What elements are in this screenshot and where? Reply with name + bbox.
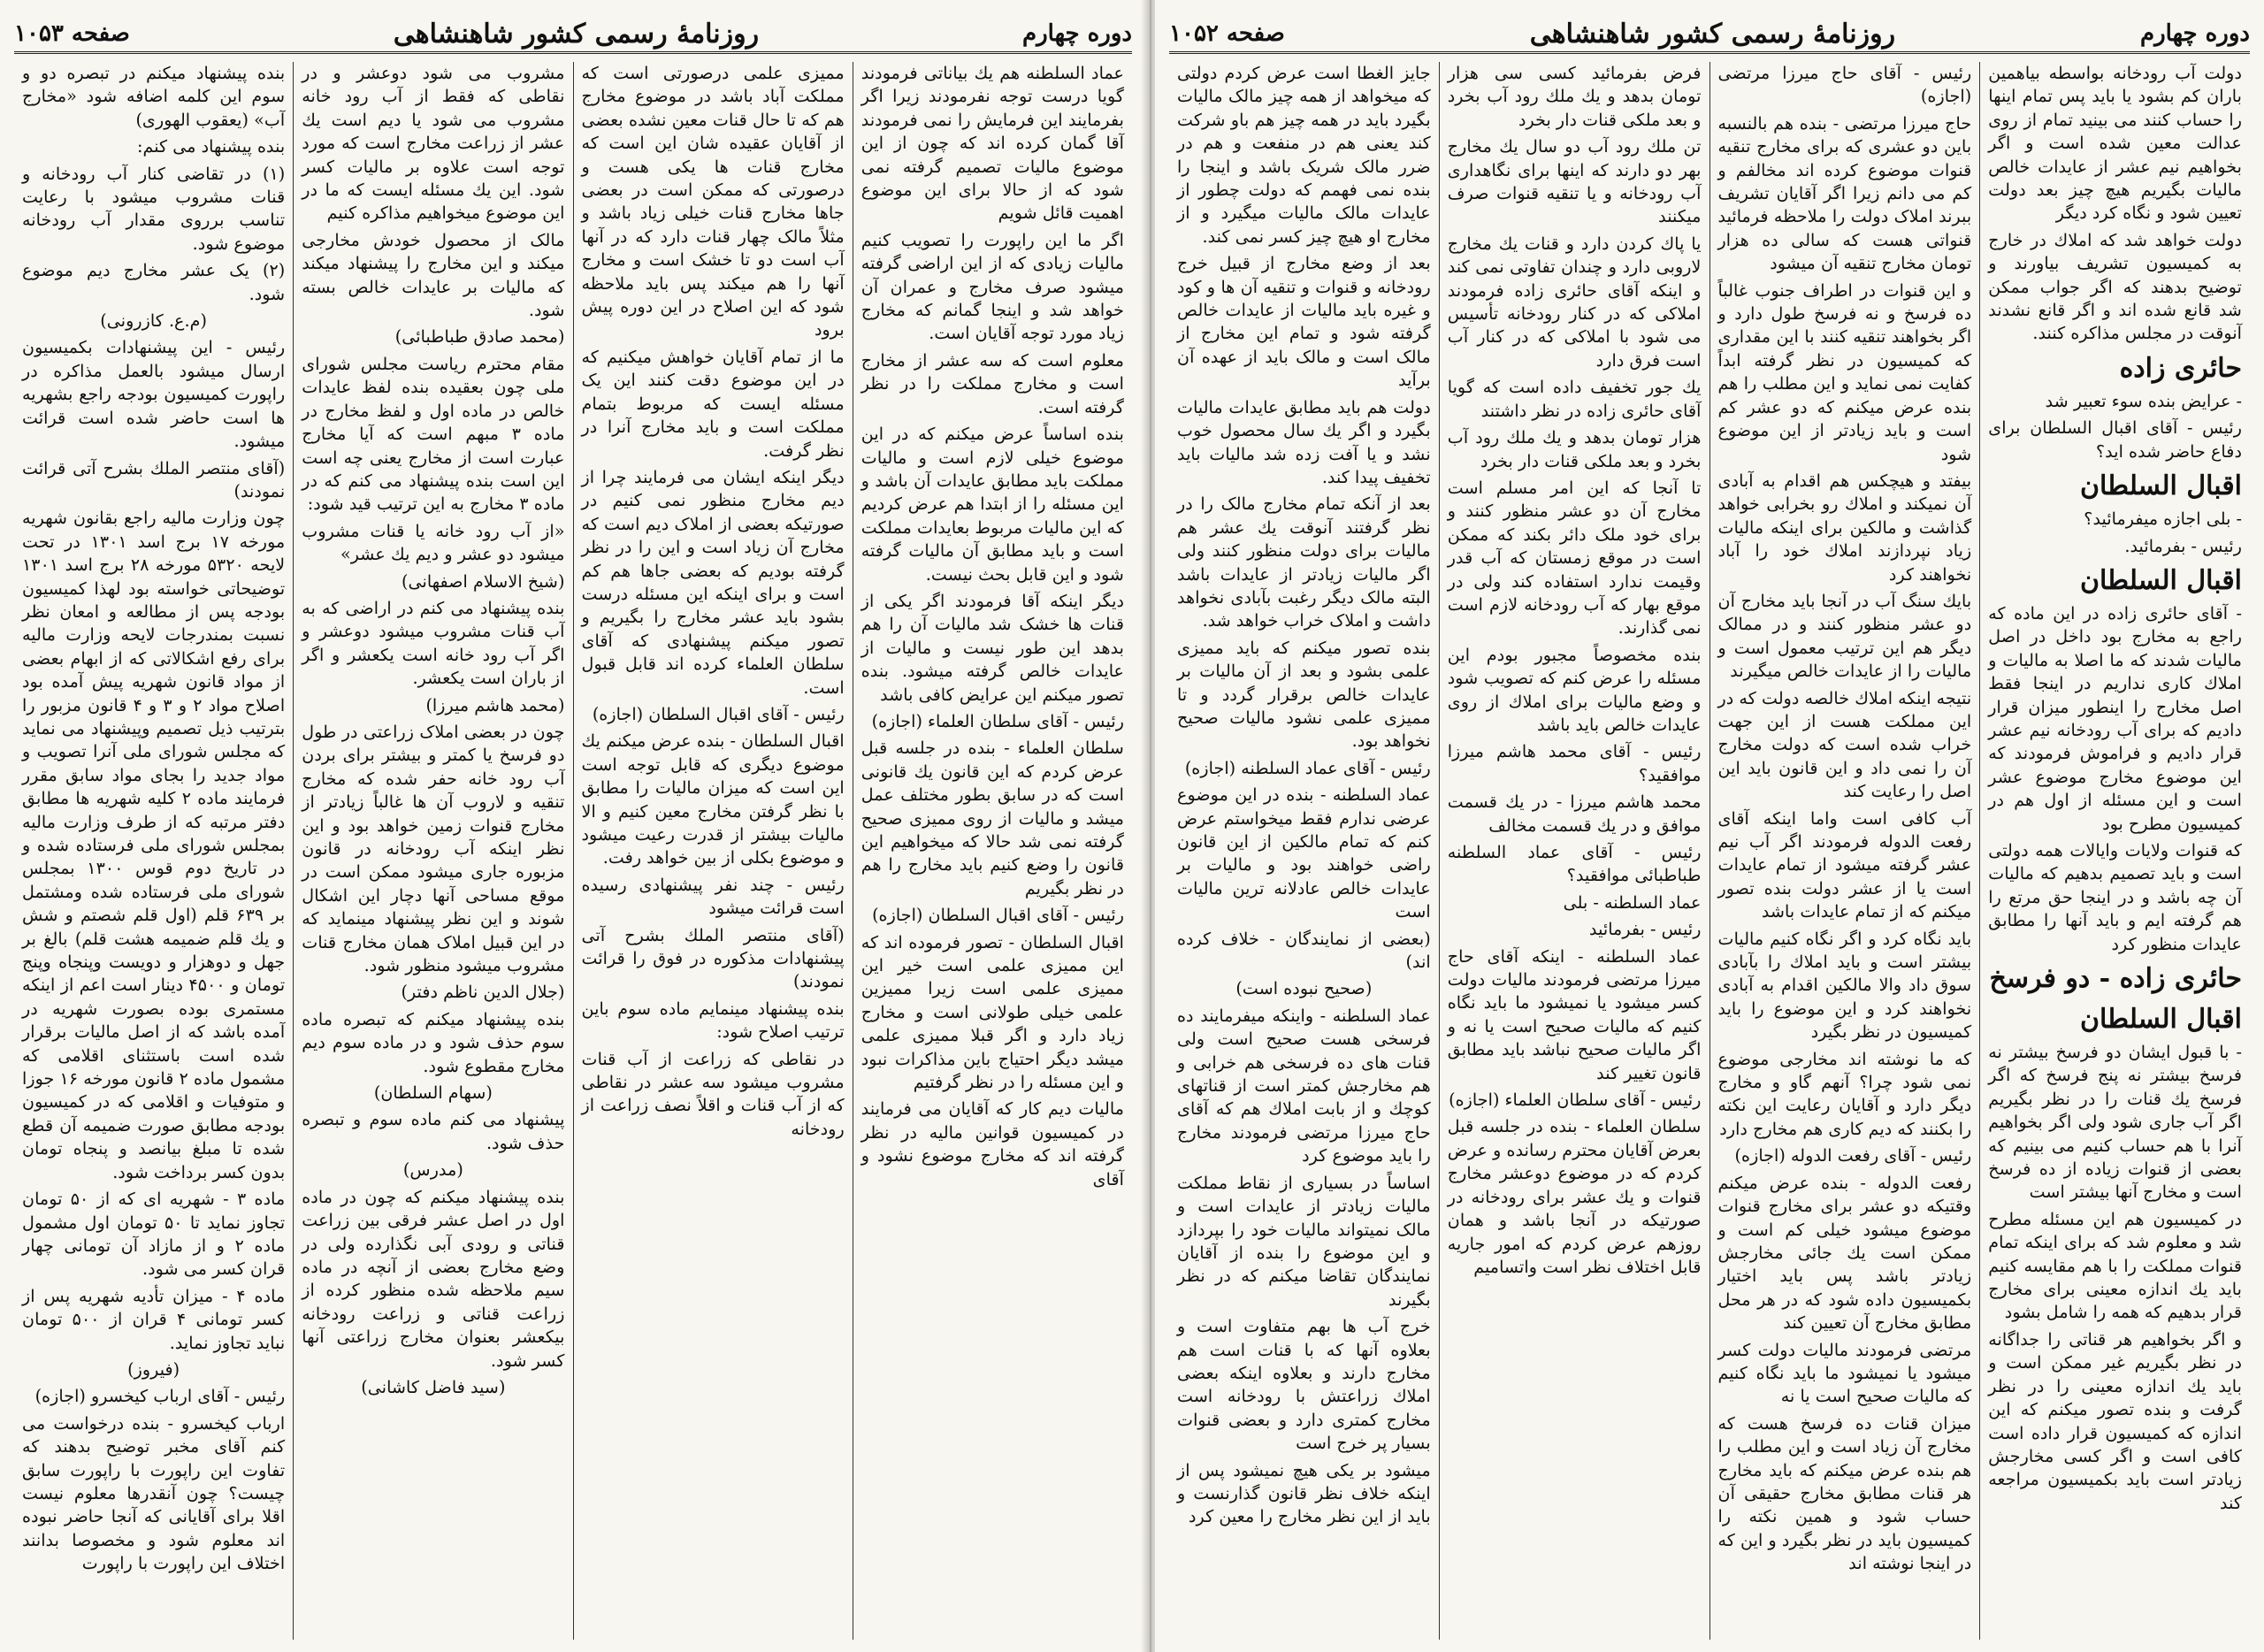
paragraph: بایك سنگ آب در آنجا باید مخارج آن دو عشر منظور کنند و در ممالک دیگر هم این ترتیب معمول است و مالیات را از عایدات خالص میگیرند bbox=[1717, 590, 1972, 682]
paragraph: هزار تومان بدهد و یك ملك رود آب بخرد و بعد ملكی قنات دار بخرد bbox=[1447, 427, 1702, 471]
paragraph: بنده پیشنهاد می کنم: bbox=[136, 136, 286, 157]
paragraph: رئیس - چند نفر پیشنهادی رسیده است قرائت میشود bbox=[581, 874, 845, 919]
paragraph: عماد السلطنه - بلی bbox=[1563, 891, 1702, 913]
paragraph: مرتضی فرمودند مالیات دولت کسر میشود یا نمیشود ما باید نگاه کنیم که مالیات صحیح است یا نه bbox=[1717, 1339, 1972, 1407]
signature-line: (م.ع. کازرونی) bbox=[100, 310, 207, 332]
paragraph: اقبال السلطان - بنده عرض میکنم یك موضوع دیگری که قابل توجه است این است که میزان مالیات را مطابق با نظر گرفتن مخارج معین کنیم و الا مالیات بیشتر از قدرت رعیت میشود و موضوع بکلی از بین خواهد رفت. bbox=[581, 730, 845, 868]
paragraph: نتیجه اینکه املاك خالصه دولت که در این مملکت هست از این جهت خراب شده است که دولت مخارج آن را نمی داد و این قانون باید این اصل را رعایت کند bbox=[1717, 687, 1972, 802]
paragraph: (محمد صادق طباطبائی) bbox=[394, 326, 565, 348]
paragraph: - با قبول ایشان دو فرسخ بیشتر نه فرسخ بیشتر نه پنج فرسخ که اگر فرسخ یك قنات را در نظر بگیریم اگر آب جاری شود ولی اگر بخواهیم آنرا با هم حساب کنیم می بینیم که بعضی از قنوات زیاده از ده فرسخ است و مخارج آنها بیشتر است bbox=[1988, 1042, 2242, 1203]
right-col-4 bbox=[1169, 62, 1439, 1640]
paragraph: رئیس - بفرمائید bbox=[1589, 919, 1702, 940]
paragraph: رئیس - آقای اقبال السلطان برای دفاع حاضر شده اید؟ bbox=[1988, 417, 2242, 462]
paragraph: (بعضی از نمایندگان - خلاف کرده اند) bbox=[1177, 928, 1431, 973]
right-col-1 bbox=[1980, 62, 2250, 1640]
right-page-period: دوره چهارم bbox=[2140, 20, 2250, 47]
paragraph: فرض بفرمائید کسی سی هزار تومان بدهد و یك ملك رود آب بخرد و بعد ملكی قنات دار بخرد bbox=[1447, 63, 1702, 130]
paragraph: (جلال الدین ناظم دفتر) bbox=[401, 982, 565, 1003]
paragraph: رئیس - بفرمائید. bbox=[2124, 535, 2242, 556]
paragraph: رئیس - آقای اقبال السلطان (اجازه) bbox=[592, 703, 845, 724]
left-paper-name: روزنامهٔ رسمی کشور شاهنشاهی bbox=[393, 18, 760, 50]
paragraph: که ما نوشته اند مخارجی موضوع نمی شود چرا؟ آنهم گاو و مخارج دیگر دارد و آقایان رعایت این نکته را بکنند که دیم کاری هم مخارج دارد bbox=[1717, 1048, 1972, 1139]
paragraph: بنده پیشنهاد میکنم که تبصره ماده سوم حذف شود و در ماده سوم دیم مخارج مقطوع شود. bbox=[302, 1008, 565, 1076]
paragraph: (۱) در تقاضی کنار آب رودخانه و قنات مشروب میشود با رعایت تناسب برروی مقدار آب رودخانه موضوع شود. bbox=[22, 163, 286, 254]
paragraph: تا آنجا که این امر مسلم است مخارج آن دو عشر منظور کنند و برای خود ملک دائر بکند که ممکن است در موقع زمستان که آب قدر وقیمت ندارد استفاده کند ولی در موقع بهار که آب رودخانه لازم است نمی گذارند. bbox=[1447, 477, 1702, 639]
paragraph: آب کافی است واما اینکه آقای رفعت الدوله فرمودند اگر آب نیم عشر گرفته میشود از تمام عایدات است یا از عشر دولت بنده تصور میکنم که از تمام عایدات باشد bbox=[1717, 807, 1972, 922]
right-paper-name: روزنامهٔ رسمی کشور شاهنشاهی bbox=[1529, 18, 1896, 50]
left-columns bbox=[14, 62, 1132, 1640]
paragraph: «از آب رود خانه یا قنات مشروب میشود دو عشر و دیم یك عشر» bbox=[302, 520, 565, 565]
paragraph: - عرایض بنده سوء تعبیر شد bbox=[2045, 390, 2242, 411]
paragraph: میشود بر یکی هیچ نمیشود پس از اینکه خلاف نظر قانون گذارنست و باید از این نظر مخارج را معین کرد bbox=[1177, 1459, 1431, 1527]
paragraph: رفعت الدوله - بنده عرض میکنم وقتیکه دو عشر برای مخارج قنوات موضوع میشود خیلی کم است و ممکن است یك جائی مخارجش زیادتر باشد پس باید اختیار بکمیسیون داده شود که در هر محل مطابق مخارج آن تعیین کند bbox=[1717, 1172, 1972, 1334]
paragraph: (آقای منتصر الملك بشرح آتی قرائت نمودند) bbox=[22, 457, 286, 501]
right-col-2 bbox=[1710, 62, 1980, 1640]
paragraph: ماده ۳ - شهریه ای که از ۵۰ تومان تجاوز نماید تا ۵۰ تومان اول مشمول ماده ۲ و از مازاد آن تومانی چهار قران کسر می شود. bbox=[22, 1189, 286, 1280]
paragraph: پیشنهاد می کنم ماده سوم و تبصره حذف شود. bbox=[302, 1109, 565, 1153]
centered-note: (صحیح نبوده است) bbox=[1235, 978, 1373, 999]
left-col-4 bbox=[14, 62, 293, 1640]
paragraph: ممیزی علمی درصورتی است که مملکت آباد باشد در موضوع مخارج هم که تا حال قنات معین نشده بعضی از آقایان عقیده شان این است که مخارج قنات ها یکی هست و درصورتی که ممکن است در بعضی جاها مخارج قنات خیلی زیاد باشد و مثلاً مالک چهار قنات دارد که در آنها آب است دو تا خشک است و مخارج آنها را هم میکند پس باید ملاحظه شود که این اصلاح در این دوره پیش برود bbox=[581, 63, 845, 340]
right-page-number: صفحه ۱۰۵۲ bbox=[1169, 20, 1285, 47]
paragraph: بنده مخصوصاً مجبور بودم این مسئله را عرض کنم که تصویب شود و وضع مالیات برای املاك از روی عایدات خالص باید باشد bbox=[1447, 644, 1702, 735]
paragraph: در نقاطی که زراعت از آب قنات مشروب میشود سه عشر در نقاطی که از آب قنات و اقلاً نصف زراعت از رودخانه bbox=[581, 1048, 845, 1139]
paragraph: بنده پیشنهاد مینمایم ماده سوم باین ترتیب اصلاح شود: bbox=[581, 998, 845, 1043]
signature-line: (سهام السلطان) bbox=[373, 1082, 493, 1104]
paragraph: بنده پیشنهاد می کنم در اراضی که به آب قنات مشروب میشود دوعشر و اگر آب رود خانه است یکعشر و اگر از باران است یکعشر. bbox=[302, 597, 565, 689]
paragraph: و این قنوات در اطراف جنوب غالباً ده فرسخ و نه فرسخ طول دارد و اگر بخواهند تنقیه کنند با این مقداری که کمیسیون در نظر گرفته ابداً کفایت نمی نماید و این مطلب را هم بنده عرض میکنم که دو عشر کم است و باید زیادتر از این موضوع شود bbox=[1717, 279, 1972, 464]
paragraph: رئیس - آقای اقبال السلطان (اجازه) bbox=[872, 905, 1124, 926]
paragraph: رئیس - آقای عماد السلطنه (اجازه) bbox=[1184, 757, 1431, 778]
paragraph: یك جور تخفیف داده است که گویا آقای حائری زاده در نظر داشتند bbox=[1447, 377, 1702, 421]
paragraph: - آقای حائری زاده در این ماده که راجع به مخارج بود داخل در اصل مالیات شدند که ما اصلا به مالیات و املاك کاری نداریم در اینجا فقط اصل مخارج را اینطور میزان قرار دادیم که برای آب رودخانه نیم عشر قرار دادیم و فراموش فرمودند که این موضوع مخارج موضوع عشر است و این مسئله از اول هم در کمیسیون مطرح بود bbox=[1988, 602, 2242, 834]
paragraph: در کمیسیون هم این مسئله مطرح شد و معلوم شد که برای اینکه تمام قنوات مملکت را با هم مقایسه کنیم باید یك اندازه معینی برای مخارج قرار بدهیم که همه را شامل بشود bbox=[1988, 1208, 2242, 1323]
paragraph: رئیس - آقای حاج میرزا مرتضی (اجازه) bbox=[1717, 63, 1972, 107]
paragraph: رئیس - آقای ارباب کیخسرو (اجازه) bbox=[34, 1386, 286, 1407]
paragraph: یا پاك کردن دارد و قنات یك مخارج لاروبی دارد و چندان تفاوتی نمی کند و اینکه آقای حائری زاده فرمودند املاکی که در کنار رودخانه تأسیس می شود با املاکی که در کنار آب است فرق دارد bbox=[1447, 233, 1702, 371]
right-col-3 bbox=[1440, 62, 1709, 1640]
paragraph: بنده پیشنهاد میکنم که چون در ماده اول در اصل عشر فرقی بین زراعت قناتی و رودی آبی نگذارده ولی در وضع مخارج بعضی از آنچه در ماده سیم ملاحظه شده منظور کرده از زراعت قناتی و زراعت رودخانه بیکعشر بعنوان مخارج زراعتی آنها کسر شود. bbox=[302, 1186, 565, 1371]
paragraph: بعد از آنکه تمام مخارج مالک را در نظر گرفتند آنوقت یك عشر هم مالیات برای دولت منظور کنند ولی اگر مالیات زیادتر از عایدات باشد البته مالک دیگر رغبت بآبادی نخواهد داشت و املاک خراب خواهد شد. bbox=[1177, 493, 1431, 631]
paragraph: عماد السلطنه - اینکه آقای حاج میرزا مرتضی فرمودند مالیات دولت کسر میشود یا نمیشود ما باید نگاه کنیم که مالیات صحیح است یا نه و اگر مالیات صحیح نباشد باید مطابق قانون تغییر کند bbox=[1447, 945, 1702, 1083]
paragraph: سلطان العلماء - بنده در جلسه قبل بعرض آقایان محترم رسانده و عرض کردم که در موضوع دوعشر مخارج قنوات و یك عشر برای رودخانه در صورتیکه در آنجا باشد و همان روزهم عرض کردم که امور جاریه قابل اختلاف نظر است واتسامیم bbox=[1447, 1116, 1702, 1277]
paragraph: (شیخ الاسلام اصفهانی) bbox=[402, 570, 565, 592]
paragraph: (آقای منتصر الملك بشرح آتی پیشنهادات مذکوره در فوق را قرائت نمودند) bbox=[581, 924, 845, 992]
signature-line: (سید فاضل کاشانی) bbox=[361, 1376, 506, 1397]
paragraph: رئیس - آقای عماد السلطنه طباطبائی موافقید؟ bbox=[1447, 842, 1702, 886]
left-masthead bbox=[14, 16, 1132, 54]
paragraph: عماد السلطنه هم یك بیاناتی فرمودند گویا درست توجه نفرمودند زیرا اگر بفرمایند این فرمایش را نمی فرمودند آقا گمان کرده اند که چون از این موضوع مالیات تصمیم گرفته نمی شود که از حالا برای این موضوع اهمیت قائل شویم bbox=[860, 63, 1124, 224]
paragraph: مالک از محصول خودش مخارجی میکند و این مخارج را پیشنهاد میکند که مالیات بر عایدات خالص بسته شود. bbox=[302, 229, 565, 321]
paragraph: خرج آب ها بهم متفاوت است و بعلاوه آنها که با قنات است هم مخارج دارند و بعلاوه اینکه بعضی املاك زراعتش با رودخانه است مخارج کمتری دارد و بعضی قنوات بسیار پر خرج است bbox=[1177, 1316, 1431, 1454]
paragraph: بنده اساساً عرض میکنم که در این موضوع خیلی لازم است و مالیات مملکت باید مطابق عایدات آن باشد و این مسئله را از ابتدا هم عرض کردیم که این مالیات مربوط بعایدات مملکت است و باید مطابق آن مالیات گرفته شود و این قابل بحث نیست. bbox=[860, 424, 1124, 585]
paragraph: بنده تصور میکنم که باید ممیزی علمی بشود و بعد از آن مالیات بر عایدات خالص برقرار گردد و تا ممیزی علمی نشود مالیات صحیح نخواهد بود. bbox=[1177, 637, 1431, 752]
paragraph: دولت خواهد شد که املاك در خارج به کمیسیون تشریف بیاورند و توضیح بدهند که اگر جواب ممکن شد قانع شده اند و اگر قانع نشدند آنوقت در مجلس مذاکره کنند. bbox=[1988, 229, 2242, 344]
paragraph: بنده پیشنهاد میکنم در تبصره دو و سوم این کلمه اضافه شود «مخارج آب» (یعقوب الهوری) bbox=[22, 63, 286, 130]
paragraph: سلطان العلماء - بنده در جلسه قبل عرض کردم که این قانون یك قانونی است که در سابق بطور مختلف عمل میشد و مالیات از روی ممیزی صحیح گرفته نمی شد حالا که میخواهیم این قانون را وضع کنیم باید مخارج را هم در نظر بگیریم bbox=[860, 738, 1124, 899]
paragraph: محمد هاشم میرزا - در یك قسمت موافق و در یك قسمت مخالف bbox=[1447, 792, 1702, 836]
paragraph: اگر ما این راپورت را تصویب کنیم مالیات زیادی که از این اراضی گرفته میشود صرف مخارج و عمران آن خواهد شد و اینجا گمانم که مخارج زیاد مورد توجه آقایان است. bbox=[860, 229, 1124, 344]
paragraph: جایز الغطا است عرض کردم دولتی که میخواهد از همه چیز مالک مالیات بگیرد باید در همه چیز هم باو شرکت کند یعنی هم در منفعت و هم در ضرر مالک شریک باشد و اینجا را بنده نمی فهمم که دولت چطور از عایدات مالک مالیات میگیرد و از مخارج او هیچ چیز کسر نمی کند. bbox=[1177, 63, 1431, 247]
paragraph: حاج میرزا مرتضی - بنده هم بالنسبه باین دو عشری که برای مخارج تنقیه قنوات موضوع کرده اند مخالفم و کم می دانم زیرا اگر آقایان تشریف ببرند املاک دولت را ملاحظه فرمائید قنواتی هست که سالی ده هزار تومان مخارج تنقیه آن میشود bbox=[1717, 112, 1972, 274]
right-page bbox=[1155, 0, 2264, 1652]
paragraph: میزان قنات ده فرسخ هست که مخارج آن زیاد است و این مطلب را هم بنده عرض میکنم که باید مخارج هر قنات مطابق مخارج حقیقی آن حساب شود و همین نکته را کمیسیون باید در نظر بگیرد و این که در اینجا نوشته اند bbox=[1717, 1412, 1972, 1574]
paragraph: ارباب کیخسرو - بنده درخواست می کنم آقای مخبر توضیح بدهند که تفاوت این راپورت با راپورت سابق چیست؟ چون آنقدرها معلوم نیست اقلا برای آقایانی که آنجا حاضر نبوده اند معلوم شود و مخصوصا بدانند اختلاف این راپورت با راپورت bbox=[22, 1412, 286, 1574]
paragraph: باید نگاه کرد و اگر نگاه کنیم مالیات بیشتر است و باید املاك را بآبادی سوق داد والا مالکین اقدام به آبادی نخواهند کرد و این موضوع را باید کمیسیون در نظر بگیرد bbox=[1717, 928, 1972, 1043]
speaker-heading: اقبال السلطان bbox=[2079, 1004, 2242, 1035]
left-col-1 bbox=[853, 62, 1132, 1640]
paragraph: عماد السلطنه - بنده در این موضوع عرضی ندارم فقط میخواستم عرض کنم که تمام مالکین از این قانون راضی خواهند بود و مالیات بر عایدات خالص عادلانه ترین مالیات است bbox=[1177, 784, 1431, 922]
paragraph: عماد السلطنه - واینکه میفرمایند ده فرسخی هست صحیح است ولی قنات های ده فرسخی هم خرابی و هم مخارجش کمتر است از قناتهای کوچك و از بابت املاك هم که آقای حاج میرزا مرتضی فرمودند مخارج را باید موضوع کرد bbox=[1177, 1005, 1431, 1166]
left-page-period: دوره چهارم bbox=[1022, 20, 1132, 47]
paragraph: چون در بعضی املاک زراعتی در طول دو فرسخ یا کمتر و بیشتر برای بردن آب رود خانه حفر شده که مخارج تنقیه و لاروب آن ها غالباً زیادتر از مخارج قنوات زمین خواهد بود و این نظر اینکه آب رودخانه در قانون مزبوره جاری میشود ممکن است در موقع مساحی آنها دچار این اشکال شوند و این نظر پیشنهاد مینماید که در این قبیل املاک همان مخارج قنات مشروب میشود منظور شود. bbox=[302, 721, 565, 976]
speaker-heading: اقبال السلطان bbox=[2079, 564, 2242, 596]
paragraph: که قنوات ولایات وایالات همه دولتی است و باید تصمیم بدهیم که مالیات آن چه باشد و در اینجا حق مرتع را هم گرفته ایم و باید آنها را مطابق عایدات منظور کرد bbox=[1988, 839, 2242, 954]
speaker-heading: حائری زاده bbox=[2119, 352, 2242, 384]
paragraph: تن ملك رود آب دو سال یك مخارج بهر دو دارند که اینها برای نگاهداری آب رودخانه و یا تنقیه قنوات صرف میکنند bbox=[1447, 136, 1702, 227]
paragraph: مقام محترم ریاست مجلس شورای ملی چون بعقیده بنده لفظ عایدات خالص در ماده اول و لفظ مخارج در ماده ۳ مبهم است که آیا مخارج عبارت است از مخارج یعنی چه است این است بنده پیشنهاد می کنم که در ماده ۳ مخارج به این ترتیب قید شود: bbox=[302, 353, 565, 515]
paragraph: (۲) یک عشر مخارج دیم موضوع شود. bbox=[22, 260, 286, 304]
paragraph: معلوم است که سه عشر از مخارج است و مخارج مملکت را در نظر گرفته است. bbox=[860, 349, 1124, 417]
paragraph: دولت هم باید مطابق عایدات مالیات بگیرد و اگر یك سال محصول خوب نشد و یا آفت زده شد مالیات باید تخفیف پیدا کند. bbox=[1177, 396, 1431, 487]
left-page-number: صفحه ۱۰۵۳ bbox=[14, 20, 130, 47]
paragraph: رئیس - آقای سلطان العلماء (اجازه) bbox=[1449, 1090, 1702, 1111]
paragraph: بعد از وضع مخارج از قبیل خرج رودخانه و قنوات و تنقیه آن ها و کود و غیره باید مالیات از عایدات خالص گرفته شود و تمام این مخارج از مالک است و مالک باید از عهده آن برآید bbox=[1177, 253, 1431, 391]
paragraph: رئیس - این پیشنهادات بکمیسیون ارسال میشود بالعمل مذاکره در راپورت کمیسیون بودجه راجع بشهریه ها است حاضر شده است قرائت میشود. bbox=[22, 337, 286, 452]
paragraph: رئیس - آقای رفعت الدوله (اجازه) bbox=[1734, 1145, 1972, 1166]
paragraph: ماده ۴ - میزان تأدیه شهریه پس از کسر تومانی ۴ قران از ۵۰۰ تومان نباید تجاوز نماید. bbox=[22, 1285, 286, 1353]
paragraph: چون وزارت مالیه راجع بقانون شهریه مورخه ۱۷ برج اسد ۱۳۰۱ در تحت لایحه ۵۳۲۰ مورخه ۲۸ برج اسد ۱۳۰۱ توضیحاتی خواسته بود لهذا کمیسیون بودجه پس از مطالعه و امعان نظر نسبت بمندرجات لایحه وزارت مالیه برای رفع اشکالاتی که از ابهام بعضی از مواد قانون شهریه پیش آمده بود اصلاح مواد ۲ و ۳ و ۴ قانون مزبور را بترتیب ذیل تصمیم وپیشنهاد می نماید که مجلس شورای ملی آنرا تصویب و مواد جدید را بجای مواد سابق مقرر فرمایند ماده ۲ کلیه شهریه ها مطابق دفتر مرتبه که از طرف وزارت مالیه بمجلس شورای ملی فرستاده شده و در تاریخ دوم قوس ۱۳۰۰ بمجلس شورای ملی فرستاده شده ومشتمل بر ۶۳۹ قلم (اول قلم شصتم و شش و یك قلم ضمیمه هشت قلم) بالغ بر جهل و دوهزار و دویست وپنجاه وپنج تومان و ۴۵۰۰ دینار است اعم از اینکه مستمری بوده بصورت شهریه در آمده باشد که از اصل مالیات برقرار شده است باستثنای اقلامی که مشمول ماده ۲ قانون مورخه ۱۶ جوزا و متوفیات و اقلامی که در کمیسیون بودجه مطابق صورت ضمیمه آن قطع شده تا مبلغ بیانصد و پنجاه تومان بدون کسر برداخت شود. bbox=[22, 508, 286, 1182]
left-col-3 bbox=[294, 62, 572, 1640]
paragraph: (محمد هاشم میرزا) bbox=[425, 694, 565, 715]
paragraph: دولت آب رودخانه بواسطه بیاهمین باران کم بشود یا باید پس تمام اینها را حساب کنند می بینید تمام از روی عدالت معین شده است و اگر بخواهیم نیم عشر از عایدات خالص مالیات بگیریم هیچ چیز بعد دولت تعیین شود و نگاه کرد دیگر bbox=[1988, 63, 2242, 224]
paragraph: اقبال السلطان - تصور فرموده اند که این ممیزی علمی است خیر این ممیزی علمی است زیرا ممیزین علمی خیلی طولانی است و مخارج زیاد دارد و اگر قبلا ممیزی علمی میشد دیگر احتیاج باین مذاکرات نبود و این مسئله را در نظر گرفتیم bbox=[860, 931, 1124, 1093]
paragraph: اساساً در بسیاری از نقاط مملکت مالیات زیادتر از عایدات است و مالک نمیتواند مالیات خود را بپردازد و این موضوع را بنده از آقایان نمایندگان تقاضا میکنم که در نظر بگیرند bbox=[1177, 1172, 1431, 1310]
right-masthead bbox=[1169, 16, 2250, 54]
paragraph: دیگر اینکه ایشان می فرمایند چرا از دیم مخارج منظور نمی کنیم در صورتیکه بعضی از املاک دیم است که مخارج آن زیاد است و این را در نظر گرفته بودیم که بعضی جاها هم کم است و برای اینکه این مسئله درست بشود باید عشر مخارج را بگیریم و تصور میکنم پیشنهادی که آقای سلطان العلماء کرده اند قابل قبول است. bbox=[581, 466, 845, 698]
speaker-heading: حائری زاده - دو فرسخ bbox=[1989, 963, 2242, 994]
left-col-2 bbox=[574, 62, 853, 1640]
right-columns bbox=[1169, 62, 2250, 1640]
paragraph: رئیس - آقای محمد هاشم میرزا موافقید؟ bbox=[1447, 741, 1702, 785]
paragraph: مشروب می شود دوعشر و در نقاطی که فقط از آب رود خانه مشروب می شود یا دیم است یك عشر از زراعت مخارج است که مورد توجه است علاوه بر مالیات کسر شود. این یك مسئله ایست که ما در این موضوع میخواهیم مذاکره کنیم bbox=[302, 63, 565, 224]
signature-line: (مدرس) bbox=[402, 1159, 463, 1181]
paragraph: و اگر بخواهیم هر قناتی را جداگانه در نظر بگیریم غیر ممکن است و باید یك اندازه معینی را در نظر گرفت و بنده تصور میکنم که این اندازه که کمیسیون قرار داده است کافی است و اگر کسی مخارجش زیادتر است باید بکمیسیون مراجعه کند bbox=[1988, 1328, 2242, 1513]
paragraph: - بلی اجازه میفرمائید؟ bbox=[2084, 509, 2242, 530]
paragraph: بیفتد و هیچکس هم اقدام به آبادی آن نمیکند و املاك رو بخرابی خواهد گذاشت و مالکین برای اینکه مالیات زیاد نپردازند املاك خود را آباد نخواهند کرد bbox=[1717, 470, 1972, 585]
signature-line: (فیروز) bbox=[127, 1358, 180, 1380]
speaker-heading: اقبال السلطان bbox=[2079, 470, 2242, 502]
paragraph: مالیات دیم کار که آقایان می فرمایند در کمیسیون قوانین مالیه در نظر گرفته اند که مخارج موضوع نشود و آقای bbox=[860, 1098, 1124, 1189]
paragraph: رئیس - آقای سلطان العلماء (اجازه) bbox=[871, 710, 1124, 731]
paragraph: ما از تمام آقایان خواهش میکنیم که در این موضوع دقت کنند این یک مسئله ایست که مربوط بتمام مملکت است و باید مخارج آنرا در نظر گرفت. bbox=[581, 346, 845, 461]
paragraph: دیگر اینکه آقا فرمودند اگر یکی از قنات ها خشک شد مالیات آن را هم بدهد این طور نیست و مالیات از عایدات خالص گرفته میشود. بنده تصور میکنم این عرایض کافی باشد bbox=[860, 590, 1124, 705]
